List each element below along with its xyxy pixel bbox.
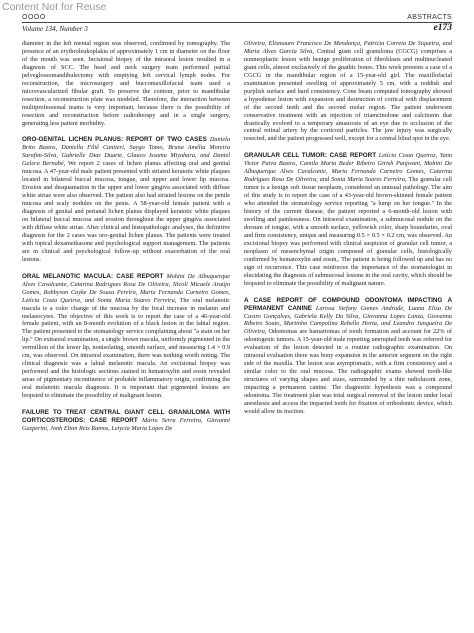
abstract-granular-cell-tumor (244, 152, 452, 287)
abstract-authors: Daniela Brito Bastos, Daniella Filiê Cantieri, Saygo Tomo, Bruna Amélia Moreira Sarafim-Silva, Gabrielle Dias Duarte, Glauco Issamu Miyahara, and Daniel Galera Bernabé, (22, 136, 230, 168)
abstract-body: The granular cell tumor is a benign soft tissue neoplasm, considered an unusual pathology. The aim of this study is to report the case of a 43-year-old brown-skinned female patient who attended the stomatology service reporting "a lump on her tongue." In the history of the current disease, the patient reported a 6-month-old lesion with swelling and painlessness. On intraoral examination, a submucosal nodule on the dorsum of tongue, with a smooth surface, yellowish color, sharp boundaries, oval and firm consistency, unique and measuring 0.5 × 0.5 × 0.2 cm, was observed. An excisional biopsy was performed with clinical suspicion of granular cell tumor, a neoplasm of mesenchymal origin composed of granular cells, histologically confirmed by hematoxylin and eosin,. The patient is being followed up and has no sign of recurrence. This case reinforces the importance of the stomatologist in elucidating the diagnosis of submucosal lesions in the oral cavity, which should be biopsied to eliminate the possibility of malignant nature. (244, 176, 453, 287)
journal-abbrev: OOOO (22, 14, 46, 21)
abstract-melanotic-macula (22, 273, 230, 400)
abstract-authors: Larissa Stefany Gomes Andrade, Luana Elisa De Castro Gonçalves, Gabriela Kelly Da Silva, Giovanna Lopes Lanza, Giovanna Ribeiro Souto, Martinho Campolina Rebello Horta, and Leandro Junqueira De Oliveira, (244, 304, 452, 336)
abstract-body: The oral melanotic macula is a color change of the mucosa by the focal increase in melanin and melanocytes. The objective of this work is to report the case of a 46-year-old female patient, with an 8-month evolution of a black lesion in the labial region. The patient presented to the stomatology service complaining about "a stain on her lip." On extraoral examination, a single brown macula, uniformly pigmented in the vermillion of the lower lip, nonisolating, smooth surface, and measuring 1.4 × 0.9 cm, was observed. On intraoral examination, there was nothing worth noting. The clinical diagnosis was a labial melanotic macula. An excisional biopsy was performed and the histologic sections stained in hematoxylin and eosin revealed areas of pigmentary incontinence of probable inflammatory origin, confirming the oral melanotic macula diagnosis. It is important that pigmented lesions are biopsied to eliminate the possibility of malignant lesion. (22, 296, 230, 400)
abstract-authors: Mohini De Albuquerque Alves Cavalcante, Catarina Rodrigues Rosa De Oliveira, Nicoli Micaele Araújo Gomes, Robbyson Cayke De Sousa Pereira, Maria Fernanda Carneiro Gomes, Letícia Costa Queiroz, and Sonia Maria Soares Ferreira, (22, 272, 230, 304)
abstract-body: Odontomas are hamartomas of tooth formation and account for 22% of odontogenic tumors. A 15-year-old male reporting unerupted teeth was referred for evaluation of the lesion detected in a routine radiographic examination. On intraoral evaluation there was bony expansion in the anterior segment on the right side of the maxilla. The lesion was asymptomatic, with a firm consistency and a similar color to the oral mucosa. The radiographic exams showed tooth-like structures of varying shapes and sizes, surrounded by a thin radiolucent zone, impacting a permanent canine. The diagnostic hypothesis was a compound odontoma. The treatment plan was total surgical removal of the lesion under local anesthesia and access the impacted tooth for fixation of orthodontic device, which would allow its traction. (244, 328, 452, 415)
abstract-title: FAILURE TO TREAT CENTRAL GIANT CELL GRANULOMA WITH CORTICOSTEROIDS: CASE REPORT (22, 408, 230, 424)
abstract-title: ORO-GENITAL LICHEN PLANUS: REPORT OF TWO CASES (22, 136, 210, 144)
watermark-text: Content Not for Reuse (2, 1, 107, 13)
abstract-title: GRANULAR CELL TUMOR: CASE REPORT (244, 152, 379, 160)
abstract-authors: Mário Serra Ferreira, Giovanni Gasperini, Jonh Elton Reis Ramos, Letycia Maria Lopes De (22, 416, 230, 432)
right-column (244, 40, 452, 416)
left-column (22, 40, 230, 433)
abstract-giant-cell-granuloma (22, 409, 230, 433)
continued-abstract-text: diameter in the left mental region was observed, confirmed by tomography. The presence of an erythroleukoplakia of approximately 1 cm in diameter on the floor of the mouth was seen. Incisional biopsy of the intraoral lesion resulted in a diagnosis of SCC. The head and neck surgery team performed partial pelveglossomandibulectomy with emptying left cervical lymph nodes. For reconstruction, the microsurgery and buccomaxillofacial team used a microvascularized fibular graft. To preserve the contour, prior to mandibular resection, a reconstruction plate was modeled. Therefore, the interaction between multiprofessional teams is very important, because there is the possibility of resection and reconstruction before radiotherapy and in a single surgery, generating less patient morbidity. (22, 40, 230, 127)
abstract-title: A CASE REPORT OF COMPOUND ODONTOMA IMPACTING A PERMANENT CANINE (244, 296, 452, 312)
abstract-authors: Letícia Costa Queiroz, Yann Victor Paiva Bastos, Camila Maria Beder Ribeiro Girish Panjwani, Mohini De Albuquerque Alves Cavalcante, Maria Fernanda Carneiro Gomes, Catarina Rodrigues Rosa De Oliveira, and Sonia Maria Soares Ferreira, (244, 152, 452, 184)
abstract-body: We report 2 cases of lichen planus affecting oral and genital mucosa. A 47-year-old male patient presented with striated keratotic white plaques located in bilateral buccal mucosa, tongue, and upper and lower lip mucosa. Erosion and desquamation in the upper and lower gingiva associated with diffuse white striae were also observed. The patient also had striated lesions on the penile mucosa and scaly nodules on the penis. A 58-year-old female patient with a diagnosis of genital and perianal lichen planus displayed keratotic white plaques on bilateral buccal mucosa and erosion throughout the upper gingiva associated with diffuse white striae. After clinical and histopathologic analyses, the definitive diagnosis for the 2 cases was oro-genital lichen planus. The patients were treated with topical dexamethasone and psychological support management. The patients are in clinical and psychological follow-up without exacerbation of the oral lesions. (22, 160, 230, 263)
abstract-title: ORAL MELANOTIC MACULA: CASE REPORT (22, 272, 167, 280)
header-rule (22, 22, 452, 23)
abstract-authors: Oliveira, Elismauro Francisco De Mendonça, Patricia Correia De Siqueira, and Maria Alves Garcia Silva, (244, 40, 452, 55)
section-label: ABSTRACTS (407, 14, 452, 21)
abstract-compound-odontoma (244, 297, 452, 416)
continued-abstract (244, 40, 452, 143)
abstract-body: Central giant cell granuloma (CGCG) comprises a nonneoplastic lesion with benign proliferation of fibroblasts and multinucleated giant cells, almost exclusively of the gnathic bones. This work presents a case of a CGCG in the mandibular region of a 15-year-old girl. The maxillofacial examination presented swelling of approximately 5 cm, with a reddish and purplish surface and hard consistency. Cone beam computed tomography showed a hypodense lesion with expansion and destruction of cortical with displacement of the second teeth and the second molar region. The patient underwent conservative treatment with an injection of triamcinolone and calcitonin that drastically evolved to a temporary amaurosis of an eye due to occlusion of the central retinal artery by the corticoid particles. The jaw injury was surgically resected, and the patient progressed well, except for a central blind spot in the eye. (244, 47, 452, 143)
volume-info: Volume 134, Number 3 (22, 25, 88, 33)
page-number: e173 (433, 23, 452, 33)
abstract-lichen-planus (22, 136, 230, 263)
